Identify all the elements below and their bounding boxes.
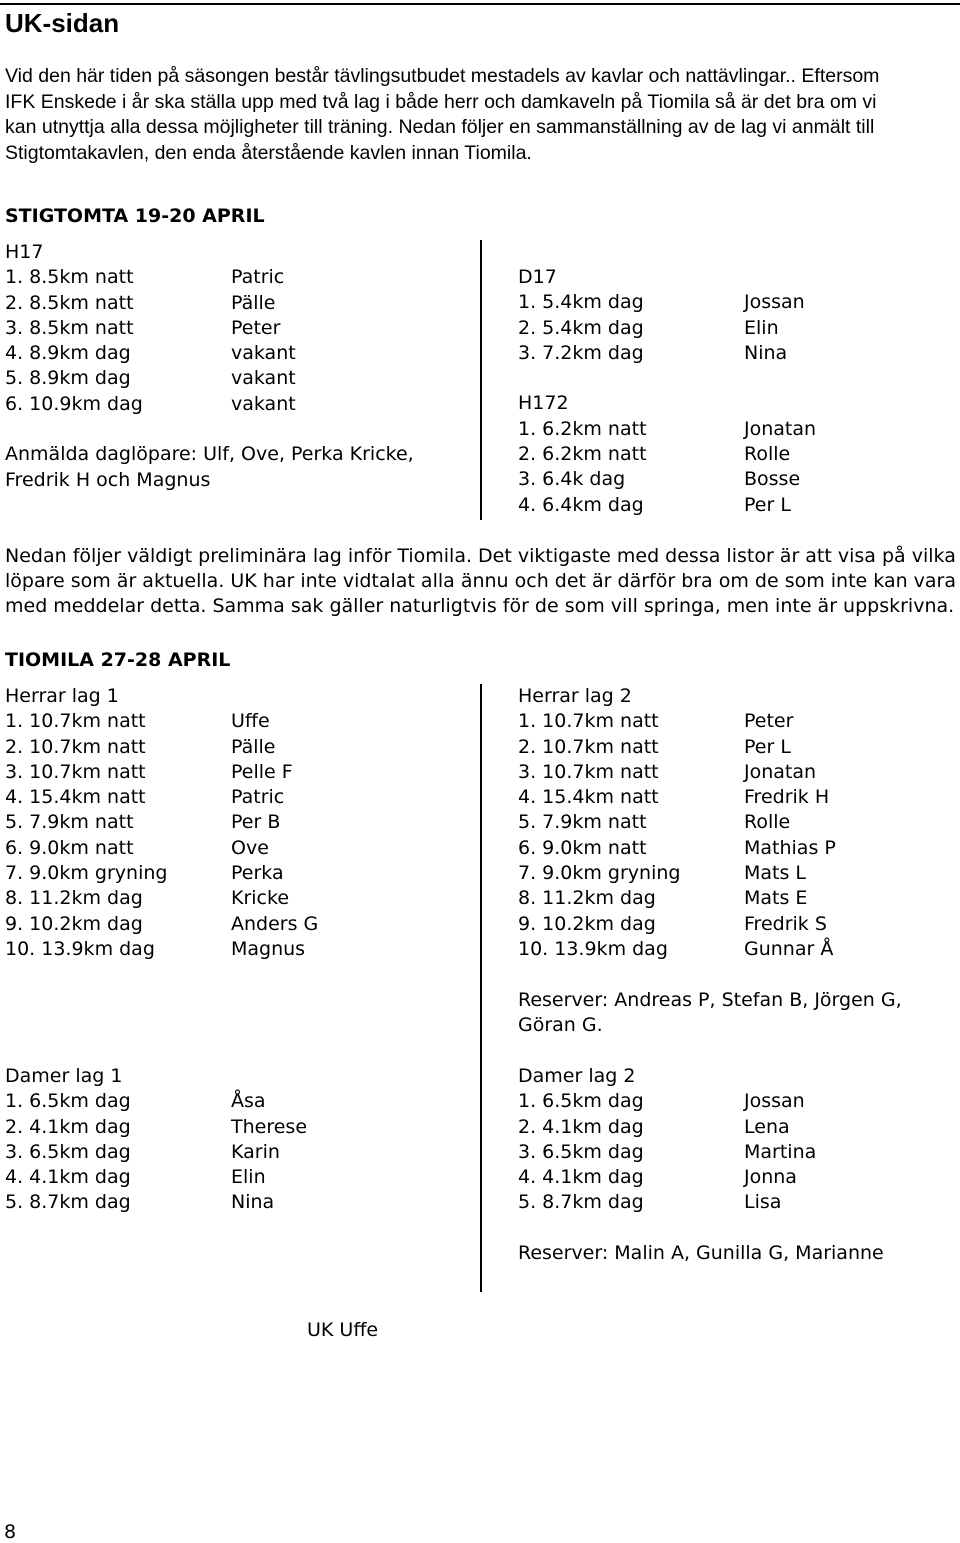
leg-row — [5, 760, 475, 785]
leg-distance: 10. 13.9km dag — [5, 937, 155, 960]
leg-row — [5, 912, 475, 937]
leg-row — [5, 316, 485, 341]
intro-line: Vid den här tiden på säsongen består tävlingsutbudet mestadels av kavlar och nattävlingar.. Eftersom — [5, 65, 880, 87]
leg-distance: 1. 6.2km natt — [518, 417, 647, 440]
runner-name: Nina — [231, 1191, 275, 1214]
runner-name: Magnus — [231, 937, 306, 960]
reserves-line: Reserver: Malin A, Gunilla G, Marianne — [518, 1242, 884, 1265]
top-rule — [0, 3, 960, 5]
leg-row — [518, 1165, 948, 1190]
leg-row — [5, 291, 485, 316]
leg-distance: 2. 4.1km dag — [5, 1115, 131, 1138]
runner-name: Pälle — [231, 735, 276, 758]
team-label: Herrar lag 2 — [518, 685, 632, 707]
leg-distance: 2. 4.1km dag — [518, 1115, 644, 1138]
runner-name: Anders G — [231, 912, 319, 935]
runner-name: Jonna — [744, 1166, 797, 1189]
leg-row — [518, 735, 948, 760]
leg-row — [5, 836, 475, 861]
d17-team — [518, 265, 948, 518]
page-title: UK-sidan — [5, 8, 120, 38]
leg-row — [5, 735, 475, 760]
runner-name: Peter — [231, 316, 281, 339]
runner-name: vakant — [231, 392, 296, 415]
leg-distance: 6. 9.0km natt — [518, 836, 647, 859]
leg-distance: 1. 10.7km natt — [518, 710, 659, 733]
prelim-line: Nedan följer väldigt preliminära lag inför Tiomila. Det viktigaste med dessa listor är att visa på vilka — [5, 545, 956, 567]
leg-distance: 4. 8.9km dag — [5, 342, 131, 365]
leg-distance: 1. 8.5km natt — [5, 266, 134, 289]
herrar-lag-2 — [518, 684, 948, 1038]
leg-distance: 3. 10.7km natt — [5, 760, 146, 783]
leg-distance: 5. 7.9km natt — [518, 811, 647, 834]
intro-line: IFK Enskede i år ska ställa upp med två lag i både herr och damkaveln på Tiomila så är det bra om vi — [5, 90, 877, 113]
runner-name: Jossan — [744, 291, 805, 314]
leg-row — [518, 316, 948, 341]
day-runners-line: Fredrik H och Magnus — [5, 468, 211, 491]
runner-name: Peter — [744, 710, 794, 733]
runner-name: Gunnar Å — [744, 937, 834, 960]
leg-row — [518, 1140, 948, 1165]
prelim-line: med meddelar detta. Samma sak gäller naturligtvis för de som vill springa, men inte är uppskrivna. — [5, 595, 955, 618]
leg-distance: 5. 8.7km dag — [518, 1191, 644, 1214]
leg-row — [518, 810, 948, 835]
runner-name: Ove — [231, 836, 269, 859]
runner-name: Mats L — [744, 862, 807, 885]
runner-name: Elin — [744, 316, 779, 339]
leg-row — [5, 392, 485, 417]
runner-name: Pälle — [231, 291, 276, 314]
leg-distance: 7. 9.0km gryning — [518, 862, 681, 885]
leg-row — [518, 785, 948, 810]
intro-paragraph — [5, 64, 955, 166]
runner-name: Therese — [231, 1115, 308, 1138]
runner-name: Karin — [231, 1140, 280, 1163]
leg-distance: 6. 10.9km dag — [5, 392, 143, 415]
leg-row — [5, 366, 485, 391]
runner-name: Lena — [744, 1115, 790, 1138]
leg-distance: 2. 8.5km natt — [5, 291, 134, 314]
leg-distance: 4. 15.4km natt — [5, 786, 146, 809]
runner-name: Pelle F — [231, 760, 293, 783]
leg-distance: 3. 6.4k dag — [518, 468, 626, 491]
leg-row — [5, 1190, 475, 1215]
runner-name: Elin — [231, 1166, 266, 1189]
damer-lag-1 — [5, 1064, 475, 1216]
reserves-line: Reserver: Andreas P, Stefan B, Jörgen G, — [518, 988, 902, 1011]
leg-row — [5, 1089, 475, 1114]
runner-name: vakant — [231, 367, 296, 390]
runner-name: Mathias P — [744, 836, 836, 859]
tiomila-title: TIOMILA 27-28 APRIL — [5, 649, 231, 671]
runner-name: Rolle — [744, 811, 791, 834]
leg-distance: 4. 4.1km dag — [5, 1166, 131, 1189]
leg-row — [5, 937, 475, 962]
team-label: Herrar lag 1 — [5, 685, 119, 707]
intro-line: kan utnyttja alla dessa möjligheter till träning. Nedan följer en sammanställning av de lag vi anmält till — [5, 116, 875, 138]
runner-name: Nina — [744, 341, 788, 364]
column-divider — [480, 684, 482, 1292]
leg-row — [518, 467, 948, 492]
runner-name: Patric — [231, 786, 285, 809]
leg-row — [5, 785, 475, 810]
runner-name: Lisa — [744, 1191, 782, 1214]
runner-name: Patric — [231, 266, 285, 289]
leg-distance: 7. 9.0km gryning — [5, 862, 168, 885]
leg-row — [5, 1115, 475, 1140]
runner-name: Martina — [744, 1140, 817, 1163]
leg-distance: 2. 6.2km natt — [518, 443, 647, 466]
leg-distance: 8. 11.2km dag — [5, 887, 143, 910]
leg-row — [5, 861, 475, 886]
leg-row — [5, 886, 475, 911]
leg-row — [518, 1190, 948, 1215]
leg-distance: 3. 6.5km dag — [518, 1140, 644, 1163]
runner-name: Perka — [231, 862, 284, 885]
leg-distance: 5. 8.7km dag — [5, 1191, 131, 1214]
leg-distance: 1. 6.5km dag — [518, 1090, 644, 1113]
leg-row — [518, 937, 948, 962]
leg-row — [5, 709, 475, 734]
leg-row — [518, 442, 948, 467]
leg-distance: 1. 5.4km dag — [518, 291, 644, 314]
leg-distance: 2. 5.4km dag — [518, 316, 644, 339]
d17-label: D17 — [518, 266, 557, 288]
leg-distance: 4. 6.4km dag — [518, 493, 644, 516]
leg-row — [5, 341, 485, 366]
leg-distance: 2. 10.7km natt — [5, 735, 146, 758]
leg-row — [518, 836, 948, 861]
runner-name: Per L — [744, 735, 791, 758]
h17-team — [5, 240, 485, 493]
leg-row — [518, 341, 948, 366]
runner-name: Mats E — [744, 887, 808, 910]
leg-distance: 8. 11.2km dag — [518, 887, 656, 910]
leg-row — [518, 886, 948, 911]
leg-distance: 3. 6.5km dag — [5, 1140, 131, 1163]
leg-distance: 3. 7.2km dag — [518, 341, 644, 364]
leg-distance: 9. 10.2km dag — [518, 912, 656, 935]
runner-name: Åsa — [231, 1090, 266, 1113]
runner-name: Per L — [744, 493, 791, 516]
reserves-line: Göran G. — [518, 1013, 603, 1036]
leg-row — [518, 760, 948, 785]
page-number: 8 — [4, 1521, 17, 1543]
stigtomta-title: STIGTOMTA 19-20 APRIL — [5, 205, 265, 227]
h172-label: H172 — [518, 392, 569, 415]
runner-name: Fredrik H — [744, 786, 830, 809]
team-label: Damer lag 1 — [5, 1065, 123, 1087]
leg-distance: 1. 6.5km dag — [5, 1090, 131, 1113]
team-label: Damer lag 2 — [518, 1065, 636, 1087]
runner-name: Jossan — [744, 1090, 805, 1113]
leg-row — [518, 417, 948, 442]
leg-distance: 5. 8.9km dag — [5, 367, 131, 390]
leg-row — [5, 265, 485, 290]
leg-distance: 4. 4.1km dag — [518, 1166, 644, 1189]
leg-distance: 4. 15.4km natt — [518, 786, 659, 809]
runner-name: Rolle — [744, 443, 791, 466]
column-divider — [480, 240, 482, 520]
leg-row — [518, 493, 948, 518]
h17-label: H17 — [5, 241, 44, 263]
leg-distance: 9. 10.2km dag — [5, 912, 143, 935]
runner-name: Jonatan — [744, 417, 817, 440]
leg-row — [518, 290, 948, 315]
leg-distance: 10. 13.9km dag — [518, 937, 668, 960]
leg-distance: 3. 10.7km natt — [518, 760, 659, 783]
leg-row — [518, 709, 948, 734]
runner-name: Kricke — [231, 887, 290, 910]
runner-name: Uffe — [231, 710, 270, 733]
day-runners-line: Anmälda daglöpare: Ulf, Ove, Perka Kricke, — [5, 443, 414, 466]
leg-distance: 2. 10.7km natt — [518, 735, 659, 758]
leg-distance: 3. 8.5km natt — [5, 316, 134, 339]
signature: UK Uffe — [307, 1319, 379, 1341]
intro-line: Stigtomtakavlen, den enda återstående kavlen innan Tiomila. — [5, 141, 532, 164]
leg-distance: 1. 10.7km natt — [5, 710, 146, 733]
prelim-line: löpare som är aktuella. UK har inte vidtalat alla ännu och det är därför bra om de som inte kan vara — [5, 570, 957, 593]
damer-lag-2 — [518, 1064, 948, 1266]
runner-name: Per B — [231, 811, 281, 834]
leg-distance: 5. 7.9km natt — [5, 811, 134, 834]
runner-name: Fredrik S — [744, 912, 827, 935]
herrar-lag-1 — [5, 684, 475, 962]
leg-row — [5, 1165, 475, 1190]
leg-row — [518, 912, 948, 937]
runner-name: vakant — [231, 342, 296, 365]
leg-row — [518, 1089, 948, 1114]
leg-row — [518, 1115, 948, 1140]
leg-row — [5, 810, 475, 835]
leg-distance: 6. 9.0km natt — [5, 836, 134, 859]
leg-row — [518, 861, 948, 886]
prelim-paragraph — [5, 544, 955, 620]
leg-row — [5, 1140, 475, 1165]
runner-name: Bosse — [744, 468, 801, 491]
runner-name: Jonatan — [744, 760, 817, 783]
